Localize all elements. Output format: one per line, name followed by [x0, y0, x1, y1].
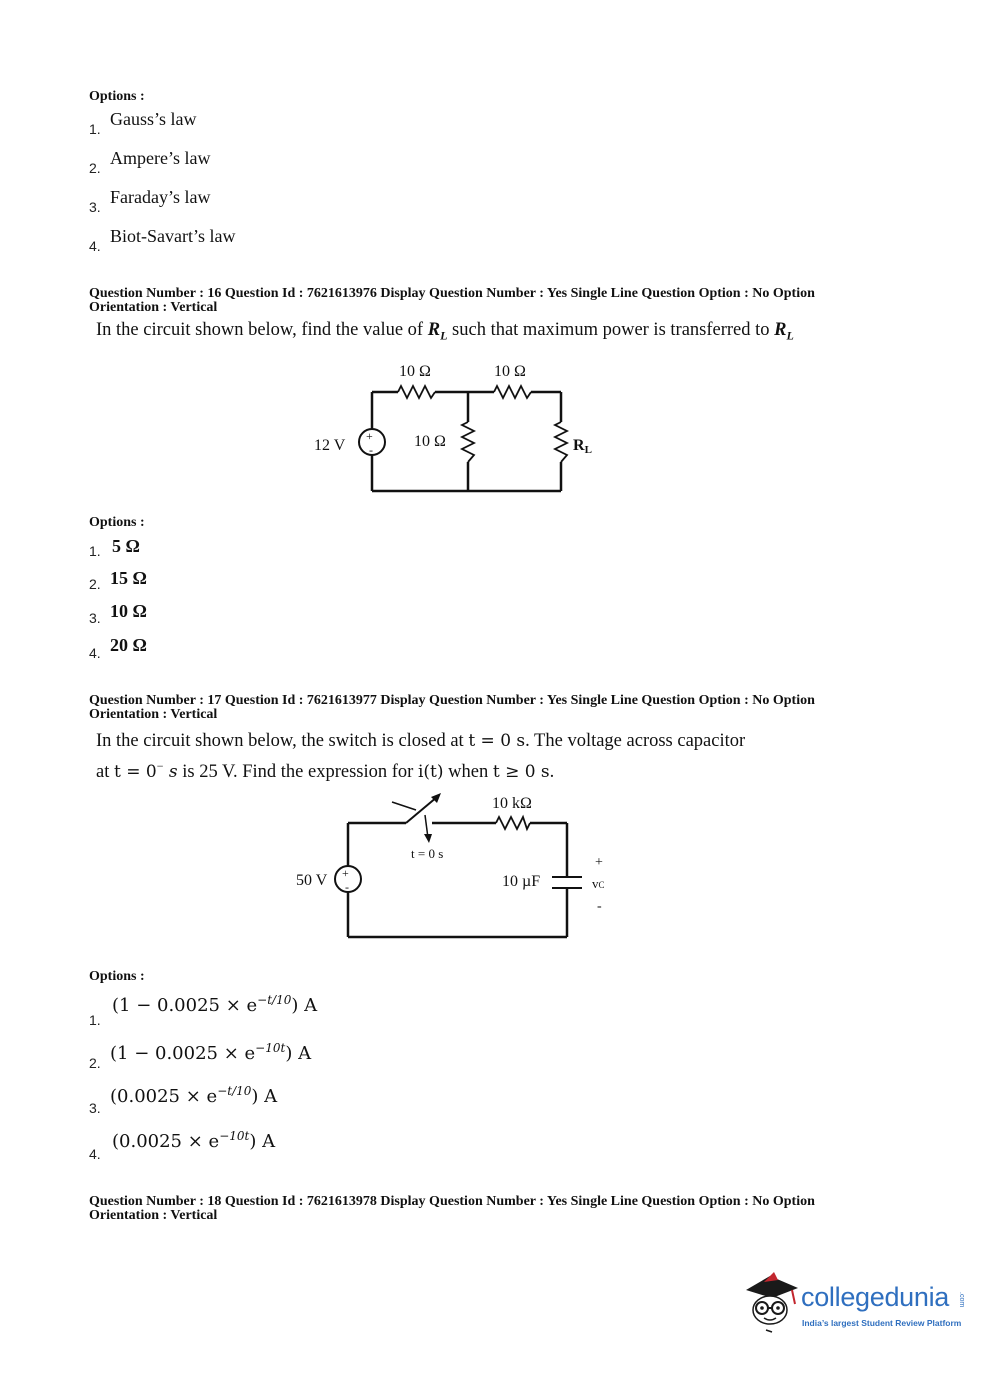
- option-text: Ampere’s law: [110, 148, 211, 168]
- circuit-diagram-q16: [300, 355, 620, 500]
- question-meta-orientation: Orientation : Vertical: [89, 300, 218, 315]
- resistor-r3: [462, 422, 474, 462]
- option-number: 4.: [89, 238, 101, 254]
- label-source: 12 V: [314, 437, 346, 454]
- option-number: 3.: [89, 1100, 101, 1116]
- question-meta: Question Number : 17 Question Id : 7621613977 Display Question Number : Yes Single Line Question Option : No Option: [89, 693, 815, 708]
- label-minus: -: [597, 899, 602, 914]
- svg-text:-: -: [345, 880, 349, 894]
- switch-blade: [406, 797, 437, 823]
- label-load: RL: [573, 437, 592, 456]
- resistor-load: [555, 422, 567, 462]
- option-text: Gauss’s law: [110, 109, 197, 129]
- label-capacitor: 10 µF: [502, 873, 541, 890]
- brand-tagline: India’s largest Student Review Platform: [802, 1318, 962, 1328]
- resistor-r2: [494, 386, 531, 398]
- option-number: 4.: [89, 1146, 101, 1162]
- brand-logo: [740, 1268, 970, 1343]
- option-text: 5 Ω: [112, 536, 140, 556]
- brand-dotcom: .com: [958, 1292, 965, 1308]
- option-number: 1.: [89, 1012, 101, 1028]
- resistor-r1: [398, 386, 435, 398]
- option-text: $(0.0025 \times e^{-10t})$ A: [112, 1129, 276, 1152]
- option-text: 15 Ω: [110, 568, 147, 588]
- option-text: $(0.0025 \times e^{-t/10})$ A: [110, 1084, 278, 1107]
- svg-text:-: -: [369, 443, 373, 457]
- svg-text:+: +: [366, 429, 373, 443]
- question-meta: Question Number : 16 Question Id : 7621613976 Display Question Number : Yes Single Line Question Option : No Option: [89, 286, 815, 301]
- question-text-line2: at t = 0− s is 25 V. Find the expression for i(t) when t ≥ 0 s.: [96, 759, 555, 783]
- option-number: 1.: [89, 543, 101, 559]
- label-resistor: 10 kΩ: [492, 795, 532, 812]
- resistor-10k: [496, 817, 530, 829]
- option-text: 10 Ω: [110, 601, 147, 621]
- option-number: 4.: [89, 645, 101, 661]
- label-source: 50 V: [296, 872, 328, 889]
- options-heading: Options :: [89, 515, 145, 530]
- question-meta-orientation: Orientation : Vertical: [89, 1208, 218, 1223]
- label-switch: t = 0 s: [411, 846, 444, 861]
- option-number: 2.: [89, 576, 101, 592]
- option-text: $(1 - 0.0025 \times e^{-10t})$ A: [110, 1041, 312, 1064]
- options-heading: Options :: [89, 969, 145, 984]
- option-text: Biot-Savart’s law: [110, 226, 236, 246]
- label-vc: vC: [592, 876, 605, 891]
- option-text: $(1 - 0.0025 \times e^{-t/10})$ A: [112, 993, 318, 1016]
- circuit-diagram-q17: [280, 785, 620, 945]
- option-number: 2.: [89, 1055, 101, 1071]
- option-number: 3.: [89, 610, 101, 626]
- question-meta-orientation: Orientation : Vertical: [89, 707, 218, 722]
- option-text: 20 Ω: [110, 635, 147, 655]
- mascot-icon: [740, 1268, 802, 1338]
- question-text: In the circuit shown below, find the value of $R_L$ such that maximum power is transferred to $R_L$: [96, 320, 794, 343]
- label-r1: 10 Ω: [399, 363, 431, 380]
- label-r2: 10 Ω: [494, 363, 526, 380]
- option-number: 3.: [89, 199, 101, 215]
- label-plus: +: [595, 855, 603, 870]
- brand-name: collegedunia: [801, 1282, 950, 1312]
- option-number: 1.: [89, 121, 101, 137]
- question-text-line1: In the circuit shown below, the switch is closed at t = 0 s. The voltage across capacitor: [96, 731, 746, 751]
- label-r3: 10 Ω: [414, 433, 446, 450]
- question-meta: Question Number : 18 Question Id : 7621613978 Display Question Number : Yes Single Line Question Option : No Option: [89, 1194, 815, 1209]
- option-number: 2.: [89, 160, 101, 176]
- options-heading: Options :: [89, 89, 145, 104]
- option-text: Faraday’s law: [110, 187, 211, 207]
- svg-text:+: +: [342, 866, 349, 880]
